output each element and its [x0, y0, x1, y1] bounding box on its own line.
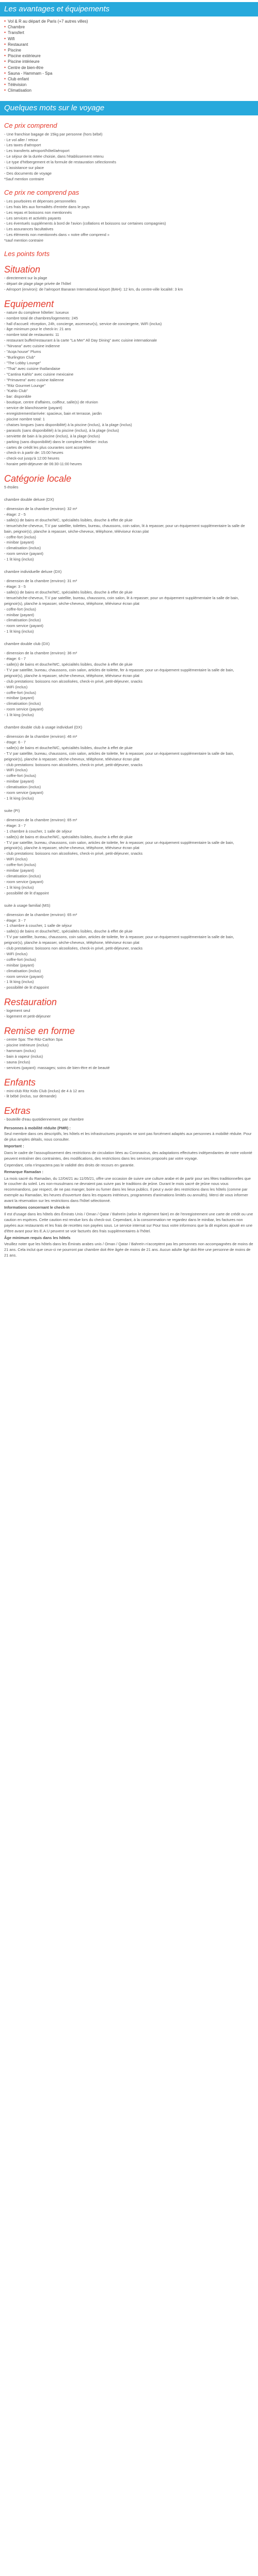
- info-line: - mini-club Ritz Kids Club (inclus) de 4 à 12 ans: [4, 1088, 85, 1093]
- amenities-banner: Les avantages et équipements: [0, 2, 258, 16]
- info-line: - centre Spa: The Ritz-Carlton Spa: [4, 1037, 63, 1042]
- info-line: - check-in à partir de: 15:00 heures: [4, 450, 63, 455]
- info-line: - climatisation (inclus): [4, 785, 41, 790]
- info-line: - restaurant buffet/restaurant à la carte "La Mer" All Day Dining" avec cuisine internationale: [4, 338, 157, 343]
- amenity-item: [4, 82, 258, 88]
- amenity-item: [4, 76, 258, 82]
- info-line: - bar: disponible: [4, 394, 31, 399]
- bullet-icon: •: [4, 24, 6, 30]
- info-line: - T.V par satellite, bureau, chaussons, coin salon, articles de toilette, fer à repasser, pour un équipement supplémentaire la salle de bain, peignoir(s), planche à repasser, sèche-cheveux, téléphone, téléviseur écran plat: [4, 840, 234, 851]
- info-line: - piscine nombre total: 1: [4, 416, 45, 421]
- info-line: - bouteille d'eau quotidiennement, par chambre: [4, 1117, 84, 1122]
- categorie-stars: 5 étoiles: [4, 485, 19, 490]
- notice-paragraph: La mois sacré du Ramadan, du 12/04/21 au 11/05/21, offre une occasion de suivre une culture arabe et de partir pour ses fêtes traditionnelles que le coucher du soleil. Les non-musulmans ne devraient pas suivre pas le traditions de jeûne. Durant le mois sacré de jeûne nous vous recommandons, par respect, de ne pas manger, boire ou fumer dans les lieux publics. Il peut y avoir des restrictions dans les hôtels (comme par exemple au Ramadan, les heures d'ouverture dans les espaces intérieurs, programmes d'animations limités ou annulés). Merci de vous informer avant la réservation sur les restrictions dans l'hôtel sélectionné.: [4, 1176, 251, 1204]
- bullet-icon: •: [4, 47, 6, 53]
- info-line: - possibilité de lit d'appoint: [4, 985, 49, 990]
- amenity-label: Piscine: [8, 48, 21, 53]
- info-line: - dimension de la chambre (environ): 36 m²: [4, 651, 77, 656]
- info-line: - WiFi (inclus): [4, 684, 28, 689]
- info-line: - départ de plage plage privée de l'hôtel: [4, 281, 71, 286]
- info-line: - nombre total de restaurants: 11: [4, 332, 59, 337]
- info-line: - logement et petit-déjeuner: [4, 1014, 51, 1019]
- info-line: - horaire petit-déjeuner de 06:30-11:00 heures: [4, 462, 82, 467]
- bullet-icon: •: [4, 36, 6, 41]
- info-line: - coffre-fort (inclus): [4, 690, 36, 695]
- info-line: - piscine intérieure (inclus): [4, 1043, 49, 1048]
- info-line: - "Ritz Gourmet Lounge": [4, 383, 46, 388]
- info-line: - "Kahlo Club": [4, 388, 28, 394]
- info-line: - WiFi (inclus): [4, 951, 28, 956]
- info-line: - WiFi (inclus): [4, 768, 28, 773]
- info-line: - room service (payant): [4, 790, 43, 795]
- notice-paragraph: Informations concernant le check-in: [4, 1205, 70, 1210]
- info-line: - Les repas et boissons non mentionnés: [4, 210, 72, 215]
- info-line: - dimension de la chambre (environ): 65 m²: [4, 912, 77, 917]
- rooms-list: [4, 497, 254, 991]
- room-block: [4, 641, 254, 718]
- info-line: - 1 lit king (inclus): [4, 629, 34, 634]
- info-line: - directement sur la plage: [4, 276, 47, 281]
- amenity-item: [4, 53, 258, 59]
- info-line: - service de blanchisserie (payant): [4, 405, 62, 411]
- info-line: - room service (payant): [4, 974, 43, 979]
- info-line: - salle(s) de bains et douche/WC, spécialités lisibles, douche à effet de pluie: [4, 517, 133, 522]
- info-line: *sauf mention contraire: [4, 238, 43, 243]
- info-line: - room service (payant): [4, 879, 43, 884]
- info-line: - minibar (payant): [4, 540, 34, 545]
- info-line: - salle(s) de bains et douche/WC, spécialités lisibles, douche à effet de pluie: [4, 589, 133, 595]
- info-line: - parking (sans disponibilité) dans le complexe hôtelier: inclus: [4, 439, 108, 444]
- room-title: chambre double club à usage individuel (DX): [4, 725, 83, 730]
- info-line: *Sauf mention contraire: [4, 176, 44, 181]
- info-line: - 1 lit king (inclus): [4, 979, 34, 985]
- section-title-extras: Extras: [4, 1106, 31, 1116]
- section-title-categorie: Catégorie locale: [4, 473, 72, 484]
- info-line: - T.V par satellite, bureau, chaussons, coin salon, articles de toilette, fer à repasser, pour un équipement supplémentaire la salle de bain, peignoir(s), planche à repasser, sèche-cheveux, téléphone, téléviseur écran plat: [4, 935, 234, 945]
- pmr-title: Personnes à mobilité réduite (PMR) :: [4, 1126, 71, 1131]
- amenity-label: Wifi: [8, 36, 15, 41]
- info-line: - T.V par satellite, bureau, chaussons, coin salon, articles de toilette, fer à repasser, pour un équipement supplémentaire la salle de bain, peignoir(s), planche à repasser, sèche-cheveux, téléphone, téléviseur écran plat: [4, 751, 234, 761]
- info-line: - T.V par satellite, bureau, chaussons, coin salon, articles de toilette, fer à repasser, pour un équipement supplémentaire la salle de bain, peignoir(s), planche à repasser, sèche-cheveux, téléphone, téléviseur écran plat: [4, 667, 234, 678]
- info-line: - "Cantina Kahlo" avec cuisine mexicaine: [4, 371, 74, 377]
- info-line: - minibar (payant): [4, 779, 34, 784]
- info-line: - club prestations: boissons non alcoolisées, check-in privé, petit-déjeuner, snacks: [4, 679, 143, 684]
- info-line: - Les frais liés aux formalités d'entrée dans le pays: [4, 204, 90, 209]
- info-line: - salle(s) de bains et douche/WC, spécialités lisibles, douche à effet de pluie: [4, 834, 133, 839]
- ne-comprend-list: [4, 199, 254, 244]
- notice-paragraph: Dans le cadre de l'assouplissement des restrictions de circulation liées au Coronavirus, des adaptations effectuées indépendantes de notre volonté peuvent entraîner des contraintes, des modifications, des restrictions dans les services proposés par votre voyage.: [4, 1150, 252, 1161]
- info-line: - salle(s) de bains et douche/WC, spécialités lisibles, douche à effet de pluie: [4, 662, 133, 667]
- room-title: chambre double club (DX): [4, 641, 50, 647]
- amenity-item: [4, 65, 258, 71]
- info-line: - services (payant): massages; soins de bien-être et de beauté: [4, 1065, 110, 1070]
- amenity-item: [4, 42, 258, 47]
- notice-paragraph: Remarque Ramadan :: [4, 1169, 43, 1174]
- section-title-comprend: Ce prix comprend: [4, 121, 57, 129]
- amenity-item: [4, 36, 258, 42]
- info-line: - Le vol aller / retour: [4, 137, 38, 142]
- section-title-equipement: Equipement: [4, 298, 54, 309]
- info-line: - chaises longues (sans disponibilité) à la piscine (inclus), à la plage (inclus): [4, 422, 132, 427]
- comprend-list: [4, 132, 254, 182]
- notice-paragraph: Âge minimum requis dans les hôtels: [4, 1235, 71, 1240]
- info-line: - hall d'accueil: réception, 24h, concierge, ascenseur(s), service de conciergerie, WiFi (inclus): [4, 321, 162, 326]
- trip-details: [0, 122, 258, 1259]
- amenity-label: Restaurant: [8, 42, 28, 47]
- sejour-banner: Quelques mots sur le voyage: [0, 101, 258, 115]
- section-title-restauration: Restauration: [4, 997, 57, 1008]
- amenity-label: Piscine extérieure: [8, 54, 41, 59]
- room-details: [4, 579, 254, 635]
- room-details: [4, 651, 254, 718]
- room-title: chambre individuelle deluxe (DX): [4, 569, 62, 574]
- amenity-label: Piscine intérieure: [8, 59, 40, 64]
- info-line: - Le séjour de la durée choisie, dans l'établissement retenu: [4, 154, 104, 159]
- info-line: - tenue/sèche-cheveux, T.V par satellite, bureau, chaussons, coin salon, lit à repasser, pour un équipement supplémentaire la salle de bain, peignoir(s), planche à repasser, sèche-cheveux, téléphone, téléviseur écran plat: [4, 595, 239, 606]
- amenity-item: [4, 24, 258, 30]
- bullet-icon: •: [4, 76, 6, 82]
- bullet-icon: •: [4, 82, 6, 88]
- info-line: - climatisation (inclus): [4, 968, 41, 973]
- info-line: - club prestations: boissons non alcoolisées, check-in privé, petit-déjeuner, snacks: [4, 851, 143, 856]
- amenity-label: Vol & R au départ de Paris (+7 autres villes): [8, 19, 88, 24]
- room-details: [4, 818, 254, 896]
- bullet-icon: •: [4, 70, 6, 76]
- info-line: - serviette de bain à la piscine (inclus), à la plage (inclus): [4, 433, 100, 438]
- info-line: - "Acqa house" Plums: [4, 349, 41, 354]
- bullet-icon: •: [4, 88, 6, 93]
- info-line: - 1 lit king (inclus): [4, 796, 34, 801]
- info-line: - coffre-fort (inclus): [4, 773, 36, 778]
- info-line: - "Burlington Club": [4, 355, 36, 360]
- amenity-item: [4, 71, 258, 76]
- pmr-paragraphs: [4, 1131, 254, 1259]
- room-block: [4, 497, 254, 563]
- info-line: - possibilité de lit d'appoint: [4, 890, 49, 895]
- info-line: - Les éléments non mentionnés dans « notre offre comprend »: [4, 232, 110, 238]
- info-line: - Aéroport (environ): de l'aéroport Banaran International Airport (BAH): 12 km, du centre-ville localité: 3 km: [4, 286, 183, 292]
- amenity-item: [4, 88, 258, 93]
- bullet-icon: •: [4, 41, 6, 47]
- room-details: [4, 912, 254, 991]
- info-line: - Une franchise bagage de 15kg par personne (hors bébé): [4, 131, 103, 137]
- info-line: - Les transferts aéroport/hôtel/aéroport: [4, 148, 70, 154]
- info-line: - climatisation (inclus): [4, 618, 41, 623]
- bullet-icon: •: [4, 53, 6, 59]
- room-title: suite à usage familial (MS): [4, 903, 51, 908]
- info-line: - room service (payant): [4, 623, 43, 629]
- info-line: - étage: 2 - 5: [4, 512, 26, 517]
- bullet-icon: •: [4, 30, 6, 36]
- info-line: - "Nirvana" avec cuisine indienne: [4, 344, 60, 349]
- amenity-item: [4, 47, 258, 53]
- restauration-list: [4, 1008, 254, 1020]
- info-line: - dimension de la chambre (environ): 46 m²: [4, 734, 77, 739]
- amenities-list: [4, 19, 258, 94]
- amenity-label: Sauna - Hammam - Spa: [8, 71, 53, 76]
- info-line: - lit bébé (inclus, sur demande): [4, 1094, 57, 1099]
- info-line: - room service (payant): [4, 707, 43, 712]
- section-title-remise: Remise en forme: [4, 1026, 75, 1037]
- info-line: - nombre total de chambres/logements: 245: [4, 315, 78, 320]
- info-line: - dimension de la chambre (environ): 65 m²: [4, 817, 77, 822]
- info-line: - parasols (sans disponibilité) à la piscine (inclus), à la plage (inclus): [4, 428, 119, 433]
- room-title: suite (PI): [4, 808, 20, 813]
- room-block: [4, 903, 254, 991]
- info-line: - dimension de la chambre (environ): 32 m²: [4, 506, 77, 512]
- section-title-ne-comprend: Ce prix ne comprend pas: [4, 188, 79, 196]
- info-line: - climatisation (inclus): [4, 546, 41, 551]
- info-line: - club prestations: boissons non alcoolisées, check-in privé, petit-déjeuner, snacks: [4, 762, 143, 767]
- notice-paragraph: Seul membre dans ces descriptifs, les hôtels et les infrastructures proposés ne sont pas forcément adaptés aux personnes à mobilité réduite. Pour de plus amples détails, nous consulter.: [4, 1131, 252, 1142]
- info-line: - "The Lobby Lounge": [4, 360, 41, 365]
- amenity-label: Centre de bien-être: [8, 65, 44, 70]
- enfants-list: [4, 1089, 254, 1100]
- amenity-item: [4, 19, 258, 24]
- room-title: chambre double deluxe (DX): [4, 497, 54, 502]
- situation-list: [4, 276, 254, 293]
- info-line: - coffre-fort (inclus): [4, 534, 36, 539]
- info-line: - coffre-fort (inclus): [4, 957, 36, 962]
- info-line: - check-out jusqu'à 12:00 heures: [4, 456, 59, 461]
- info-line: - étage: 6 - 7: [4, 739, 26, 744]
- info-line: - WiFi (inclus): [4, 857, 28, 862]
- info-line: - minibar (payant): [4, 962, 34, 968]
- notice-paragraph: Veuillez noter que les hôtels dans les Émirats arabes unis / Oman / Qatar / Bahreïn n'acceptent pas les personnes non accompagnées de moins de 21 ans. Cela inclut que ceux-ci ne pourront par chambre doit être âgée de moins de 21 ans. Aucun adulte âgé doit être une personne de moins de 21 ans.: [4, 1242, 253, 1258]
- info-line: - 1 chambre à coucher, 1 salle de séjour: [4, 923, 72, 928]
- equipement-list: [4, 310, 254, 467]
- info-line: - 1 lit king (inclus): [4, 885, 34, 890]
- info-line: - Les taxes d'aéroport: [4, 143, 41, 148]
- amenity-label: Climatisation: [8, 88, 31, 93]
- notice-paragraph: Cependant, cela n'impactera pas le validité des droits de recours en garantie.: [4, 1162, 135, 1167]
- amenity-label: Transfert: [8, 30, 24, 36]
- amenity-label: Chambre: [8, 25, 25, 30]
- amenity-item: [4, 30, 258, 36]
- info-line: - nature du complexe hôtelier: luxueux: [4, 310, 69, 315]
- amenity-label: Club enfant: [8, 77, 29, 82]
- info-line: - climatisation (inclus): [4, 701, 41, 706]
- notice-paragraph: Il est d'usage dans les hôtels des Émirats Unis / Oman / Qatar / Bahreïn (selon le règlement faire) en de l'enregistrement une carte de crédit ou une caution en espèces. Cette caution est rendue lors du check-out. Cependant, à la consommation ne regardez dans le minibar, les factures non payées aux restaurants et les frais de recettes non payées sous. Le service internat sur Pour tous votre informons que la dit espèces ajouté en une d'être avant pour les E.A.U peuvent se voir facturés des frais supplémentaires à l'hôtel.: [4, 1211, 253, 1233]
- info-line: - climatisation (inclus): [4, 873, 41, 878]
- extras-list: [4, 1117, 254, 1123]
- info-line: - salle(s) de bains et douche/WC, spécialités lisibles, douche à effet de pluie: [4, 745, 133, 750]
- info-line: - coffre-fort (inclus): [4, 606, 36, 612]
- bullet-icon: •: [4, 59, 6, 64]
- info-line: - club prestations: boissons non alcoolisées, check-in privé, petit-déjeuner, snacks: [4, 946, 143, 951]
- info-line: - 1 lit king (inclus): [4, 713, 34, 718]
- info-line: - Les pourboires et dépenses personnelles: [4, 198, 76, 204]
- info-line: - room service (payant): [4, 551, 43, 556]
- info-line: - enregistrement/arrivée: spacieux, bain et terrasse, jardin: [4, 411, 102, 416]
- info-line: - coffre-fort (inclus): [4, 862, 36, 868]
- info-line: - minibar (payant): [4, 612, 34, 617]
- info-line: - Des documents de voyage: [4, 171, 52, 176]
- bullet-icon: •: [4, 19, 6, 24]
- section-title-points-forts: Les points forts: [4, 250, 50, 258]
- info-line: - Les services et activités payants: [4, 215, 61, 221]
- info-line: - cartes de crédit les plus courantes sont acceptées: [4, 445, 91, 450]
- info-line: - 1 lit king (inclus): [4, 557, 34, 562]
- info-line: - "Primavera" avec cuisine italienne: [4, 377, 64, 382]
- section-title-enfants: Enfants: [4, 1077, 36, 1088]
- remise-list: [4, 1037, 254, 1071]
- info-line: - salle(s) de bains et douche/WC, spécialités lisibles, douche à effet de pluie: [4, 929, 133, 934]
- info-line: - dimension de la chambre (environ): 31 m²: [4, 579, 77, 584]
- info-line: - étage: 3 - 7: [4, 918, 26, 923]
- info-line: - Les assurances facultatives: [4, 227, 54, 232]
- info-line: - L'assistance sur place: [4, 165, 44, 171]
- room-details: [4, 506, 254, 563]
- room-details: [4, 734, 254, 802]
- info-line: - sauna (inclus): [4, 1059, 30, 1064]
- info-line: - 1 chambre à coucher, 1 salle de séjour: [4, 828, 72, 834]
- amenity-label: Télévision: [8, 82, 27, 88]
- info-line: - logement seul: [4, 1008, 30, 1013]
- info-line: - étage: 6 - 7: [4, 656, 26, 662]
- info-line: - étage: 3 - 7: [4, 823, 26, 828]
- room-block: [4, 569, 254, 635]
- info-line: - minibar (payant): [4, 868, 34, 873]
- info-line: - bain à vapeur (inclus): [4, 1054, 43, 1059]
- info-line: - minibar (payant): [4, 696, 34, 701]
- room-block: [4, 808, 254, 896]
- info-line: - tenue/sèche-cheveux, T.V par satellite, toilettes, bureau, chaussons, coin salon, lit à repasser, pour un équipement supplémentaire la salle de bain, peignoir(s), planche à repasser, sèche-cheveux, téléphone, téléviseur écran plat: [4, 523, 245, 534]
- bullet-icon: •: [4, 64, 6, 70]
- notice-paragraph: Important :: [4, 1143, 24, 1148]
- info-line: - Le type d'hébergement et la formule de restauration sélectionnés: [4, 160, 117, 165]
- info-line: - "Thai" avec cuisine thaïlandaise: [4, 366, 60, 371]
- amenity-item: [4, 59, 258, 64]
- info-line: - Les éventuels suppléments à bord de l'avion (collations et boissons sur certaines compagnies): [4, 221, 166, 226]
- info-line: - hammam (inclus): [4, 1048, 36, 1053]
- section-title-situation: Situation: [4, 264, 41, 275]
- info-line: - âge minimum pour le check-in: 21 ans: [4, 327, 71, 332]
- info-line: - boutique, centre d'affaires, coiffeur, salle(s) de réunion: [4, 400, 98, 405]
- room-block: [4, 724, 254, 802]
- info-line: - étage: 3 - 5: [4, 584, 26, 589]
